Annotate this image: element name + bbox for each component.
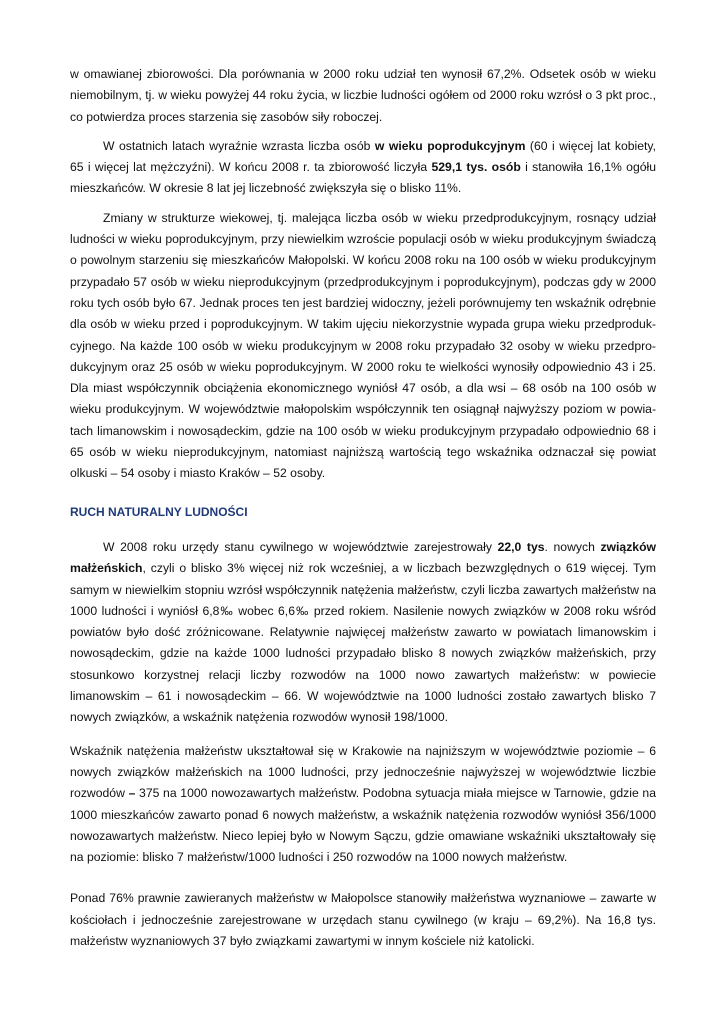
text-segment: i stanowiła 16,1% ogółu mieszkańców. W okresie 8 lat jej liczebność zwiększyła się o blisko 11%. (70, 160, 656, 196)
section-heading: RUCH NATURALNY LUDNOŚCI (70, 504, 248, 519)
text-segment: . nowych (544, 539, 601, 554)
text-segment: (60 i więcej lat kobiety, 65 i więcej lat mężczyźni). W końcu 2008 r. ta zbiorowość liczyła (70, 138, 656, 175)
document-page (70, 64, 656, 952)
bold-value-population: 529,1 tys. osób (431, 160, 521, 175)
bold-dash: – (128, 786, 136, 801)
bold-term-marriages: związków małżeńskich (70, 539, 656, 576)
text-segment: , czyli o blisko 3% więcej niż rok wcześniej, a w liczbach bezwzględnych o 619 więcej. Tym samym w niewielkim stopniu wzrósł współczynnik natężenia małżeństw, czyli liczba zawartych małżeństw na 1000 ludności i wyniósł 6,8‰ wobec 6,6‰ przed rokiem. Nasilenie nowych związków w 2008 roku wśród powiatów było dość zróżnicowane. Relatywnie najwięcej małżeństw zawarto w powiatach limanowskim i nowosądeckim, gdzie na każde 1000 ludności przypadało blisko 8 nowych związków małżeńskich, przy stosunkowo korzystnej relacji liczby rozwodów na 1000 nowo zawartych małżeństw: w powiecie limanowskim – 61 i nowosądeckim – 66. W województwie na 1000 ludności zostało zawartych blisko 7 nowych związków, a wskaźnik natężenia rozwodów wynosił 198/1000. (70, 561, 656, 725)
paragraph-marriages (70, 537, 656, 729)
text-segment: W ostatnich latach wyraźnie wzrasta liczba osób (103, 138, 375, 153)
text-segment: W 2008 roku urzędy stanu cywilnego w województwie zarejestrowały (103, 539, 498, 554)
text-segment: Wskaźnik natężenia małżeństw ukształtował się w Krakowie na najniższym w województwie poziomie – 6 nowych związków małżeńskich na 1000 ludności, przy jednocześnie najwyższej w województwie liczbie rozwodów (70, 743, 656, 801)
paragraph-post-working-age (70, 136, 656, 200)
text-segment: 375 na 1000 nowozawartych małżeństw. Podobna sytuacja miała miejsce w Tarnowie, gdzie na 1000 mieszkańców zawarto ponad 6 nowych małżeństw, a wskaźnik natężenia rozwodów wyniósł 356/1000 nowozawartych małżeństw. Nieco lepiej było w Nowym Sączu, gdzie omawiane wskaźniki ukształtowały się na poziomie: blisko 7 małżeństw/1000 ludności i 250 rozwodów na 1000 nowych małżeństw. (70, 786, 656, 865)
paragraph-religious-marriages: Ponad 76% prawnie zawieranych małżeństw w Małopolsce stanowiły małżeństwa wyznaniowe – zawarte w kościołach i jednocześnie zarejestrowane w urzędach stanu cywilnego (w kraju – 69,2%). Na 16,8 tys. małżeństw wyznaniowych 37 było związkami zawartymi w innym kościele niż katolicki. (70, 891, 656, 948)
paragraph-working-age-share: w omawianej zbiorowości. Dla porównania w 2000 roku udział ten wynosił 67,2%. Odsetek osób w wieku niemobilnym, tj. w wieku powyżej 44 roku życia, w liczbie ludności ogółem od 2000 roku wzrósł o 3 pkt proc., co potwierdza proces starzenia się zasobów siły roboczej. (70, 67, 656, 124)
bold-value-marriages: 22,0 tys (497, 539, 545, 554)
paragraph-cities-comparison (70, 741, 656, 869)
paragraph-age-structure: Zmiany w strukturze wiekowej, tj. malejąca liczba osób w wieku przedprodukcyjnym, rosnący udział ludności w wieku poprodukcyjnym, przy niewielkim wzroście populacji osób w wieku produkcyjnym świadczą o powolnym starzeniu się mieszkańców Małopolski. W końcu 2008 roku na 100 osób w wieku produkcyjnym przypadało 57 osób w wieku nieprodukcyjnym (przedprodukcyjnym i poprodukcyjnym), podczas gdy w 2000 roku tych osób było 67. Jednak proces ten jest bardziej widoczny, jeżeli porównujemy ten wskaźnik odrębnie dla osób w wieku przed i poprodukcyjnym. W takim ujęciu niekorzystnie wypada grupa wieku przedproduk-cyjnego. Na każde 100 osób w wieku produkcyjnym w 2008 roku przypadało 32 osoby w wieku przedpro-dukcyjnym oraz 25 osób w wieku poprodukcyjnym. W 2000 roku te wielkości wynosiły odpowiednio 43 i 25. Dla miast współczynnik obciążenia ekonomicznego wyniósł 47 osób, a dla wsi – 68 osób na 100 osób w wieku produkcyjnym. W województwie małopolskim współczynnik ten osiągnął najwyższy poziom w powia-tach limanowskim i nowosądeckim, gdzie na 100 osób w wieku produkcyjnym przypadało odpowiednio 68 i 65 osób w wieku nieprodukcyjnym, natomiast najniższą wartością tego wskaźnika odznaczał się powiat olkuski – 54 osoby i miasto Kraków – 52 osoby. (70, 210, 656, 481)
bold-term-post-working-age: w wieku poprodukcyjnym (374, 138, 526, 153)
